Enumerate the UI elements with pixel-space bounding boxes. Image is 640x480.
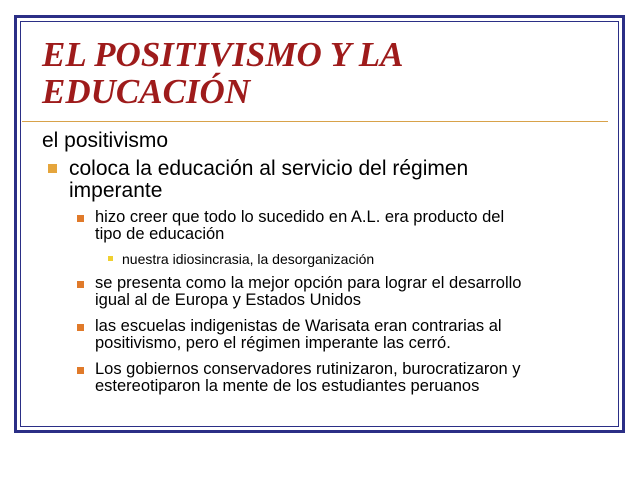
sub-bullet-line: hizo creer que todo lo sucedido en A.L. era producto del xyxy=(95,208,505,226)
square-bullet-icon xyxy=(77,367,84,374)
sub-bullet-line: se presenta como la mejor opción para lograr el desarrollo xyxy=(95,274,522,292)
sub-bullet-line: positivismo, pero el régimen imperante las cerró. xyxy=(95,334,451,352)
sub-bullet-line: tipo de educación xyxy=(95,225,225,243)
square-bullet-icon xyxy=(48,164,57,173)
sub-bullet-line: igual al de Europa y Estados Unidos xyxy=(95,291,361,309)
sub-sub-bullet-text: nuestra idiosincrasia, la desorganización xyxy=(122,251,375,267)
sub-bullet-item xyxy=(77,318,607,352)
square-bullet-icon xyxy=(108,256,113,261)
sub-sub-bullet-item xyxy=(108,251,508,267)
square-bullet-icon xyxy=(77,324,84,331)
bullet-line: imperante xyxy=(69,179,163,202)
sub-bullet-text xyxy=(95,361,607,395)
sub-bullet-text xyxy=(95,275,607,309)
title-line-2: EDUCACIÓN xyxy=(42,72,251,111)
title-line-1: EL POSITIVISMO Y LA xyxy=(42,35,404,74)
sub-bullet-line: Los gobiernos conservadores rutinizaron, burocratizaron y xyxy=(95,360,521,378)
sub-bullet-item xyxy=(77,361,607,395)
intro-text: el positivismo xyxy=(42,129,169,152)
bullet-text xyxy=(69,158,568,202)
sub-bullet-line: las escuelas indigenistas de Warisata eran contrarias al xyxy=(95,317,502,335)
bullet-item xyxy=(48,158,568,202)
sub-bullet-line: estereotiparon la mente de los estudiantes peruanos xyxy=(95,377,480,395)
sub-bullet-item xyxy=(77,275,607,309)
sub-bullet-text xyxy=(95,209,607,243)
sub-bullet-text xyxy=(95,318,607,352)
sub-bullet-item xyxy=(77,209,607,243)
square-bullet-icon xyxy=(77,215,84,222)
square-bullet-icon xyxy=(77,281,84,288)
bullet-line: coloca la educación al servicio del régimen xyxy=(69,157,469,180)
